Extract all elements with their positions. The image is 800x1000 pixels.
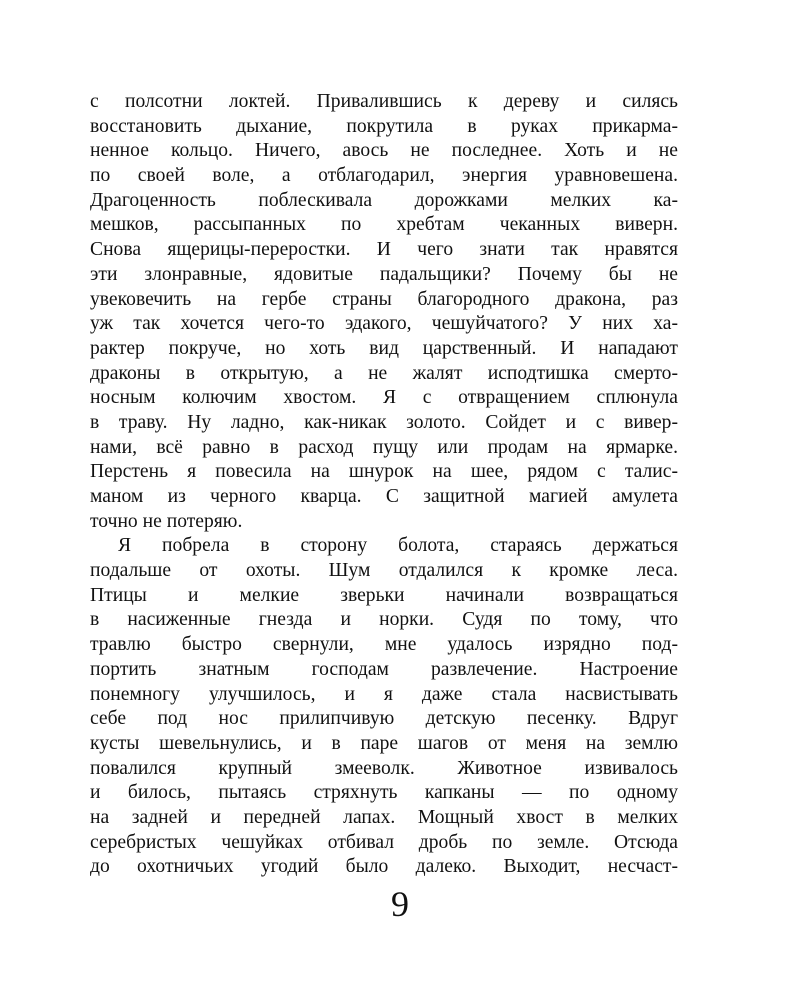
text-line: рактер покруче, но хоть вид царственный. И нападают	[90, 337, 678, 359]
text-line: серебристых чешуйках отбивал дробь по земле. Отсюда	[90, 831, 678, 853]
text-line: понемногу улучшилось, и я даже стала насвистывать	[90, 683, 678, 705]
text-line: маном из черного кварца. С защитной магией амулета	[90, 486, 678, 507]
text-line: в насиженные гнезда и норки. Судя по тому, что	[90, 609, 678, 631]
text-line: Птицы и мелкие зверьки начинали возвращаться	[90, 584, 678, 606]
text-line: точно не потеряю.	[90, 510, 243, 532]
text-line: на задней и передней лапах. Мощный хвост в мелких	[90, 806, 678, 828]
text-line: до охотничьих угодий было далеко. Выходит, несчаст-	[90, 856, 678, 878]
text-line: с полсотни локтей. Привалившись к дереву и силясь	[90, 91, 678, 112]
paragraph-2	[90, 534, 678, 880]
body-text	[90, 90, 678, 880]
text-line: Драгоценность поблескивала дорожками мелких ка-	[90, 189, 678, 211]
text-line: мешков, рассыпанных по хребтам чеканных виверн.	[90, 214, 678, 236]
text-line: эти злонравные, ядовитые падальщики? Почему бы не	[90, 263, 678, 285]
text-line: по своей воле, а отблагодарил, энергия уравновешена.	[90, 165, 678, 187]
text-line: увековечить на гербе страны благородного дракона, раз	[90, 288, 678, 310]
text-line: травлю быстро свернули, мне удалось изрядно под-	[90, 634, 678, 656]
text-line: ненное кольцо. Ничего, авось не последнее. Хоть и не	[90, 140, 678, 162]
text-line: повалился крупный змееволк. Животное извивалось	[90, 757, 678, 779]
text-line: уж так хочется чего-то эдакого, чешуйчатого? У них ха-	[90, 313, 678, 335]
page-number: 9	[391, 884, 409, 924]
text-line: Перстень я повесила на шнурок на шее, рядом с талис-	[90, 461, 678, 483]
text-line: Я побрела в сторону болота, стараясь держаться	[118, 535, 678, 557]
text-line: нами, всё равно в расход пущу или продам на ярмарке.	[90, 436, 678, 458]
text-line: портить знатным господам развлечение. Настроение	[90, 658, 678, 680]
paragraph-1	[90, 90, 678, 534]
text-line: и билось, пытаясь стряхнуть капканы — по одному	[90, 782, 678, 804]
text-line: себе под нос прилипчивую детскую песенку. Вдруг	[90, 708, 678, 730]
text-line: носным колючим хвостом. Я с отвращением сплюнула	[90, 387, 678, 409]
text-line: в траву. Ну ладно, как-никак золото. Сойдет и с вивер-	[90, 411, 678, 433]
text-line: восстановить дыхание, покрутила в руках прикарма-	[90, 115, 678, 137]
text-line: кусты шевельнулись, и в паре шагов от меня на землю	[90, 732, 678, 754]
text-line: драконы в открытую, а не жалят исподтишка смерто-	[90, 362, 678, 384]
text-line: Снова ящерицы-переростки. И чего знати так нравятся	[90, 239, 678, 261]
text-line: подальше от охоты. Шум отдалился к кромке леса.	[90, 560, 678, 582]
